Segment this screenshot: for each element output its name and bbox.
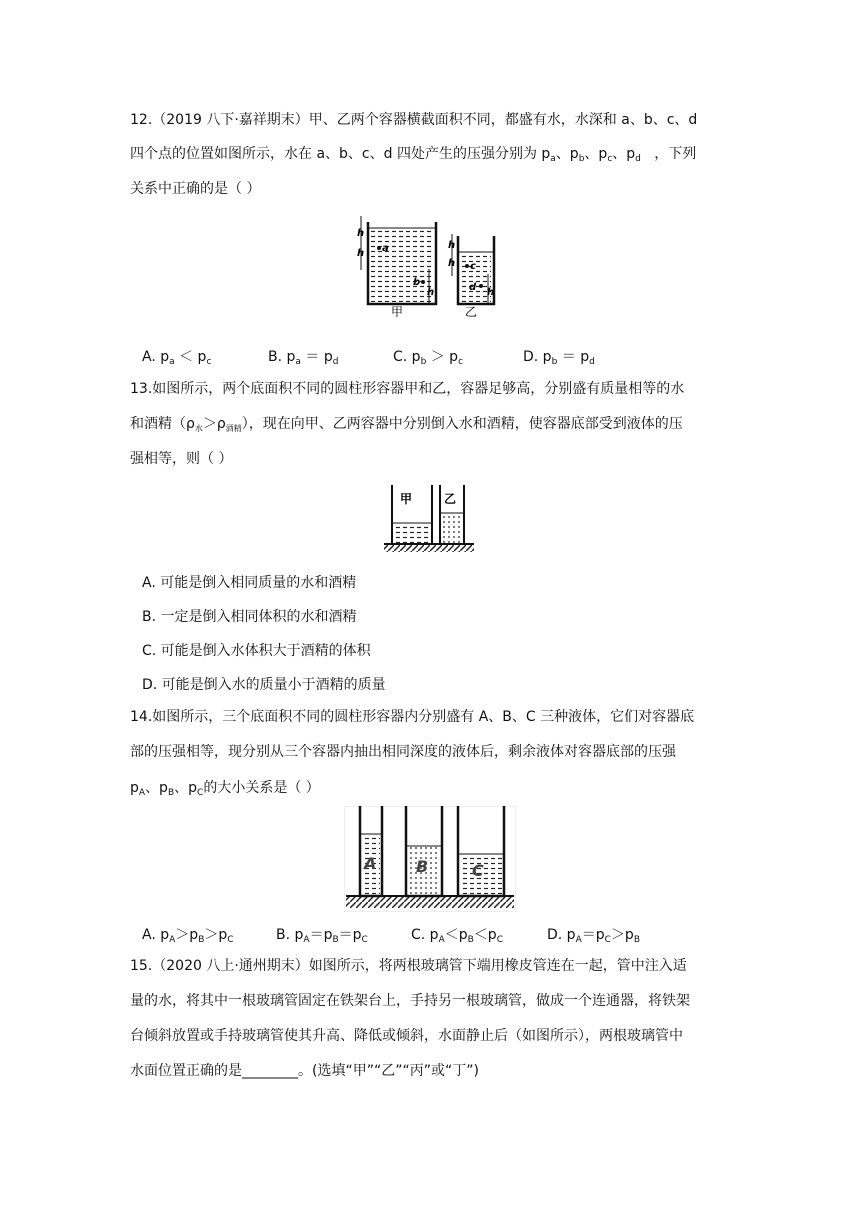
q13-option-b[interactable]: B. 一定是倒入相同体积的水和酒精 — [142, 609, 357, 625]
q12-label-b: b — [413, 277, 421, 288]
q12-option-a[interactable]: A. $p_a < p_c$ — [142, 349, 212, 367]
q14-label-c: C — [472, 861, 484, 880]
q12-option-c[interactable]: C. $p_b > p_c$ — [393, 349, 464, 367]
q12-option-d[interactable]: D. $p_b = p_d$ — [523, 349, 595, 367]
q13-option-c[interactable]: C. 可能是倒入水体积大于酒精的体积 — [142, 643, 371, 659]
q15-line-3: 台倾斜放置或手持玻璃管使其升高、降低或倾斜，水面静止后（如图所示），两根玻璃管中 — [130, 1028, 683, 1044]
q13-option-a[interactable]: A. 可能是倒入相同质量的水和酒精 — [142, 575, 357, 591]
q13-line-2: 和酒精$(\rho_水>\rho_{酒精})$，现在向甲、乙两容器中分别倒入水和酒精，使容器底部受到液体的压 — [130, 416, 683, 433]
svg-text:h: h — [427, 287, 435, 298]
q13-option-d[interactable]: D. 可能是倒入水的质量小于酒精的质量 — [142, 677, 386, 693]
q12-label-c: c — [470, 261, 476, 272]
svg-text:h: h — [448, 240, 456, 251]
q12-label-a: a — [382, 243, 389, 254]
q13-label-yi: 乙 — [444, 492, 457, 506]
q12-line-3: 关系中正确的是（ ） — [130, 181, 261, 197]
svg-text:h: h — [448, 258, 456, 269]
q13-figure — [382, 485, 477, 553]
q14-label-b: B — [416, 857, 429, 876]
svg-text:h: h — [357, 248, 365, 259]
q15-line-2: 量的水，将其中一根玻璃管固定在铁架台上，手持另一根玻璃管，做成一个连通器，将铁架 — [130, 993, 690, 1009]
q14-line-3: $p_A$、$p_B$、$p_C$的大小关系是（ ） — [130, 780, 320, 798]
q14-line-2: 部的压强相等，现分别从三个容器内抽出相同深度的液体后，剩余液体对容器底部的压强 — [130, 744, 676, 760]
q12-label-h: h — [357, 228, 365, 239]
q12-line-1: 12.（2019 八下·嘉祥期末）甲、乙两个容器横截面积不同，都盛有水，水深和 a、b、c、d — [130, 112, 698, 128]
q12-label-d: d — [469, 282, 477, 293]
q15-line-4: 水面位置正确的是________。(选填“甲”“乙”“丙”或“丁”) — [130, 1063, 479, 1079]
q14-option-b[interactable]: B. $p_A=p_B=p_C$ — [276, 927, 368, 945]
q14-option-d[interactable]: D. $p_A=p_C>p_B$ — [547, 927, 641, 945]
q13-line-1: 13.如图所示，两个底面积不同的圆柱形容器甲和乙，容器足够高，分别盛有质量相等的水 — [130, 381, 685, 397]
q12-label-jia: 甲 — [391, 305, 404, 319]
q12-label-yi: 乙 — [465, 305, 478, 319]
q14-figure — [344, 806, 516, 912]
svg-text:h: h — [487, 287, 495, 298]
q12-figure — [357, 214, 502, 320]
q14-label-a: A — [364, 854, 377, 873]
q12-option-b[interactable]: B. $p_a = p_d$ — [268, 349, 339, 367]
q14-line-1: 14.如图所示，三个底面积不同的圆柱形容器内分别盛有 A、B、C 三种液体，它们对容器底 — [130, 709, 695, 725]
q13-line-3: 强相等，则（ ） — [130, 451, 233, 467]
q14-option-c[interactable]: C. $p_A<p_B<p_C$ — [411, 927, 503, 945]
q13-label-jia: 甲 — [400, 492, 413, 506]
q15-line-1: 15.（2020 八上·通州期末）如图所示，将两根玻璃管下端用橡皮管连在一起，管中注入适 — [130, 958, 687, 974]
q12-line-2: 四个点的位置如图所示，水在 a、b、c、d 四处产生的压强分别为 $p_a$、$p_b$、$p_c$、$p_d$ ，下列 — [130, 146, 697, 164]
q14-option-a[interactable]: A. $p_A>p_B>p_C$ — [142, 927, 234, 945]
